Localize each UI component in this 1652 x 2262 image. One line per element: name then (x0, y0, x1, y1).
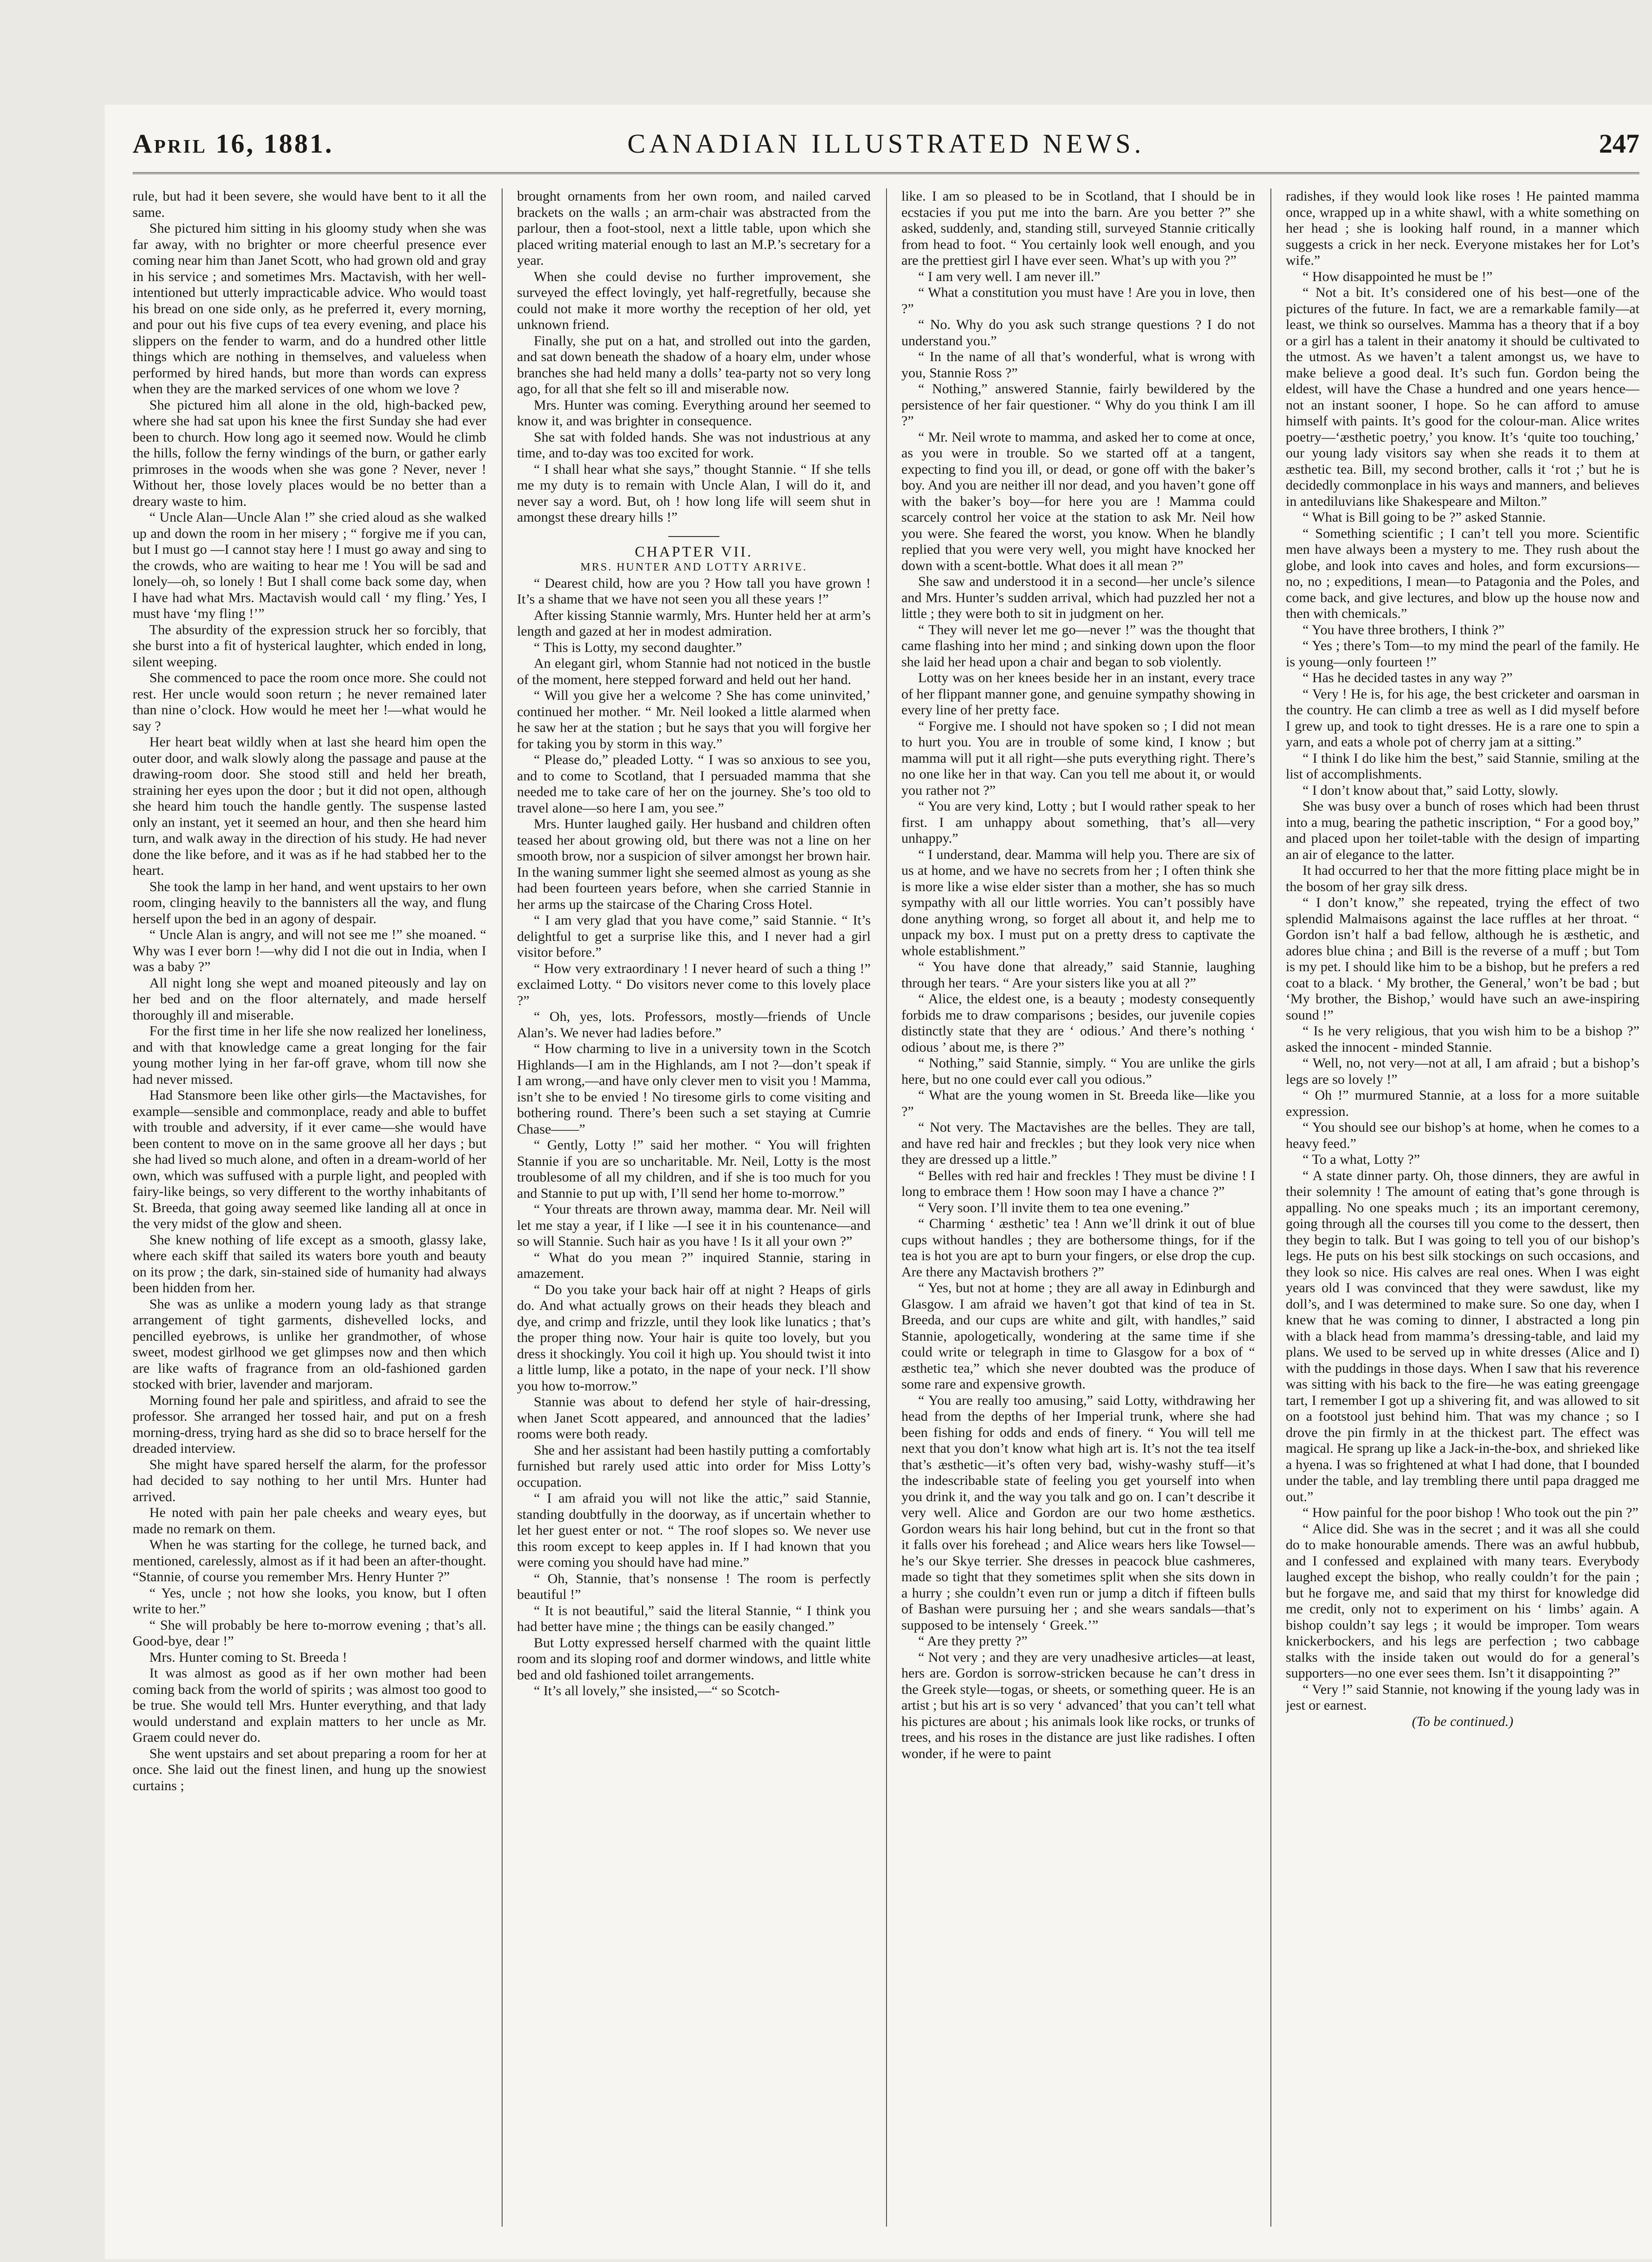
paragraph: She pictured him sitting in his gloomy study when she was far away, with no brighter or more cheerful presence ever coming near him than Janet Scott, who had grown old and gray in his service ; and sometimes Mrs. Mactavish, with her well-intentioned but utterly impracticable advice. Who would toast his bread on one side only, as he preferred it, every morning, and pour out his five cups of tea every evening, and place his slippers on the fender to warm, and do a hundred other little things which are nothing in themselves, and valueless when performed by hired hands, but more than words can express when they are the marked services of one whom we love ? (133, 221, 486, 396)
paragraph: rule, but had it been severe, she would have bent to it all the same. (133, 188, 486, 220)
column-divider (886, 188, 887, 2227)
paragraph: “ Oh, yes, lots. Professors, mostly—friends of Uncle Alan’s. We never had ladies before.” (517, 1009, 871, 1040)
paragraph: All night long she wept and moaned piteously and lay on her bed and on the floor alternately, and made herself thoroughly ill and miserable. (133, 975, 486, 1023)
paragraph: “ Not very. The Mactavishes are the belles. They are tall, and have red hair and freckles ; but they look very nice when they are dressed up a little.” (901, 1120, 1255, 1167)
paragraph: “ I am afraid you will not like the attic,” said Stannie, standing doubtfully in the doorway, as if uncertain whether to let her guest enter or not. “ The roof slopes so. We never use this room except to keep apples in. If I had known that you were coming you should have had mine.” (517, 1490, 871, 1570)
paragraph: “ A state dinner party. Oh, those dinners, they are awful in their solemnity ! The amount of eating that’s gone through is appalling. No one speaks much ; its an important ceremony, going through all the courses till you come to the dessert, then they begin to talk. But I was going to tell you of our bishop’s legs. He puts on his best silk stockings on such occasions, and they look so nice. His calves are real ones. When I was eight years old I was convinced that they were sawdust, like my doll’s, and I was determined to make sure. So one day, when I knew that he was coming to dinner, I abstracted a long pin with a black head from mamma’s dressing-table, and laid my plans. We used to be served up in white dresses (Alice and I) with the puddings in those days. When I saw that his reverence was sitting with his back to the fire—he was eating greengage tart, I remember I got up a shivering fit, and was allowed to sit on a footstool just behind him. That was my chance ; so I drove the pin firmly in at the thickest part. The effect was magical. He sprang up like a Jack-in-the-box, and shrieked like a hyena. I was so frightened at what I had done, that I bounded under the table, and lay trembling there until papa dragged me out.” (1286, 1168, 1639, 1504)
paragraph: “ Uncle Alan—Uncle Alan !” she cried aloud as she walked up and down the room in her misery ; “ forgive me if you can, but I must go —I cannot stay here ! I must go away and sing to the crowds, who are waiting to hear me ! You will be sad and lonely—oh, so lonely ! But I shall come back some day, when I have had what Mrs. Mactavish would call ‘ my fling.’ Yes, I must have ‘my fling !’” (133, 510, 486, 621)
column-2-top (517, 188, 871, 526)
paragraph: “ Oh !” murmured Stannie, at a loss for a more suitable expression. (1286, 1087, 1639, 1119)
paragraph: She was busy over a bunch of roses which had been thrust into a mug, bearing the pathetic inscription, “ For a good boy,” and placed upon her toilet-table with the design of imparting an air of elegance to the latter. (1286, 799, 1639, 862)
paragraph: “ She will probably be here to-morrow evening ; that’s all. Good-bye, dear !” (133, 1617, 486, 1649)
paragraph: Had Stansmore been like other girls—the Mactavishes, for example—sensible and commonplace, ready and able to buffet with trouble and adversity, if it ever came—she would have been content to move on in the same groove all her days ; but she had lived so much alone, and often in a dream-world of her own, which was suffused with a purple light, and peopled with fairy-like beings, so very different to the worthy inhabitants of St. Breeda, that going away seemed like landing all at once in the very midst of the glow and sheen. (133, 1087, 486, 1231)
paragraph: She went upstairs and set about preparing a room for her at once. She laid out the finest linen, and hung up the snowiest curtains ; (133, 1745, 486, 1793)
paragraph: The absurdity of the expression struck her so forcibly, that she burst into a fit of hysterical laughter, which ended in long, silent weeping. (133, 622, 486, 670)
paragraph: But Lotty expressed herself charmed with the quaint little room and its sloping roof and dormer windows, and little white bed and old fashioned toilet arrangements. (517, 1635, 871, 1683)
paragraph: She commenced to pace the room once more. She could not rest. Her uncle would soon return ; he never remained later than nine o’clock. How would he meet her !—what would he say ? (133, 670, 486, 734)
paragraph: She and her assistant had been hastily putting a comfortably furnished but rarely used attic into order for Miss Lotty’s occupation. (517, 1442, 871, 1490)
paragraph: When he was starting for the college, he turned back, and mentioned, carelessly, almost as if it had been an after-thought. “Stannie, of course you remember Mrs. Henry Hunter ?” (133, 1537, 486, 1584)
paragraph: She took the lamp in her hand, and went upstairs to her own room, clinging heavily to the bannisters all the way, and flung herself upon the bed in an agony of despair. (133, 879, 486, 926)
paragraph: “ I don’t know about that,” said Lotty, slowly. (1303, 782, 1558, 798)
column-3 (901, 188, 1255, 2227)
paragraph: “ You are really too amusing,” said Lotty, withdrawing her head from the depths of her Imperial trunk, where she had been fishing for odds and ends of finery. “ You will tell me next that you don’t know what high art is. It’s not the tea itself that’s æsthetic—it’s often very bad, wishy-washy stuff—it’s the indescribable state of feeling you get yourself into when you drink it, and the way you talk and go on. I can’t describe it very well. Alice and Gordon are our two home æsthetics. Gordon wears his hair long behind, but cut in the front so that it falls over his forehead ; and Alice wears hers like Towsel—he’s our Skye terrier. She dresses in peacock blue cashmeres, made so tight that they sometimes split when she sits down in a hurry ; she couldn’t even run or jump a ditch if fifteen bulls of Bashan were pursuing her ; and she wears sandals—that’s supposed to be intensely ‘ Greek.’” (901, 1392, 1255, 1633)
publication-title: CANADIAN ILLUSTRATED NEWS. (627, 128, 1145, 159)
paragraph: Mrs. Hunter coming to St. Breeda ! (149, 1649, 347, 1665)
paragraph: She knew nothing of life except as a smooth, glassy lake, where each skiff that sailed its waters bore youth and beauty on its prow ; the dark, sin-stained side of humanity had always been hidden from her. (133, 1232, 486, 1295)
paragraph: “ Uncle Alan is angry, and will not see me !” she moaned. “ Why was I ever born !—why did I not die out in India, when I was a baby ?” (133, 927, 486, 974)
paragraph: “ Mr. Neil wrote to mamma, and asked her to come at once, as you were in trouble. So we started off at a tangent, expecting to find you ill, or dead, or gone off with the baker’s boy. And you are neither ill nor dead, and you haven’t gone off with the baker’s boy—for here you are ! Mamma could scarcely control her voice at the station to ask Mr. Neil how you were. She feared the worst, you know. When he blandly replied that you were very well, you might have knocked her down with a scent-bottle. What does it all mean ?” (901, 429, 1255, 573)
paragraph: “ Yes ; there’s Tom—to my mind the pearl of the family. He is young—only fourteen !” (1286, 638, 1639, 670)
paragraph: “ I am very well. I am never ill.” (918, 268, 1101, 284)
column-4 (1286, 188, 1639, 2227)
column-1 (133, 188, 486, 2227)
paragraph: “ I am very glad that you have come,” said Stannie. “ It’s delightful to get a surprise like this, and I never had a girl visitor before.” (517, 913, 871, 960)
paragraph: “ Are they pretty ?” (918, 1633, 1027, 1649)
paragraph: “ How very extraordinary ! I never heard of such a thing !” exclaimed Lotty. “ Do visitors never come to this lovely place ?” (517, 960, 871, 1008)
paragraph: “ Charming ‘ æsthetic’ tea ! Ann we’ll drink it out of blue cups without handles ; they are bothersome things, for if the tea is hot you are apt to burn your fingers, or else drop the cup. Are there any Mactavish brothers ?” (901, 1216, 1255, 1280)
paragraph: “ Yes, but not at home ; they are all away in Edinburgh and Glasgow. I am afraid we haven’t got that kind of tea in St. Breeda, and our cups are white and gilt, with handles,” said Stannie, apologetically, wondering at the same time if she could write or telegraph in time to Glasgow for a box of “ æsthetic tea,” which she never doubted was the produce of some rare and expensive growth. (901, 1280, 1255, 1392)
paragraph: “ Will you give her a welcome ? She has come uninvited,’ continued her mother. “ Mr. Neil looked a little alarmed when he saw her at the station ; but he says that you will forgive her for taking you by storm in this way.” (517, 688, 871, 752)
page-number: 247 (1599, 128, 1639, 159)
paragraph: Mrs. Hunter was coming. Everything around her seemed to know it, and was brighter in consequence. (517, 397, 871, 429)
paragraph: “ Very ! He is, for his age, the best cricketer and oarsman in the country. He can climb a tree as well as I did myself before I grew up, and took to tight dresses. He is a rare one to spin a yarn, and eats a whole pot of cherry jam at a sitting.” (1286, 686, 1639, 750)
paragraph: “ I understand, dear. Mamma will help you. There are six of us at home, and we have no secrets from her ; I often think she is more like a wise elder sister than a mother, she has so much sympathy with all our little worries. You can’t possibly have done anything wrong, so forget all about it, and help me to unpack my box. I must put on a pretty dress to captivate the whole establishment.” (901, 846, 1255, 959)
paragraph: Finally, she put on a hat, and strolled out into the garden, and sat down beneath the shadow of a hoary elm, under whose branches she had held many a dolls’ tea-party not so very long ago, for all that she felt so ill and miserable now. (517, 333, 871, 396)
paragraph: “ You should see our bishop’s at home, when he comes to a heavy feed.” (1286, 1120, 1639, 1151)
paragraph: “ Your threats are thrown away, mamma dear. Mr. Neil will let me stay a year, if I like —I see it in his countenance—and so will Stannie. Such hair as you have ! Is it all your own ?” (517, 1201, 871, 1249)
paragraph: She might have spared herself the alarm, for the professor had decided to say nothing to her until Mrs. Hunter had arrived. (133, 1457, 486, 1504)
chapter-heading: CHAPTER VII. (635, 543, 753, 560)
paragraph: He noted with pain her pale cheeks and weary eyes, but made no remark on them. (133, 1505, 486, 1537)
column-2 (517, 188, 871, 2227)
paragraph: “ Well, no, not very—not at all, I am afraid ; but a bishop’s legs are so lovely !” (1286, 1055, 1639, 1087)
column-2-bottom (517, 576, 871, 1699)
paragraph: “ I don’t know,” she repeated, trying the effect of two splendid Malmaisons against the lace ruffles at her throat. “ Gordon isn’t half a bad fellow, although he is æsthetic, and adores blue china ; and Bill is the reverse of a muff ; but Tom is my pet. I should like him to be a bishop, but he prefers a red coat to a black. ‘ My brother, the General,’ won’t be bad ; but ‘My brother, the Bishop,’ would have such an awe-inspiring sound !” (1286, 895, 1639, 1023)
paragraph: “ What do you mean ?” inquired Stannie, staring in amazement. (517, 1249, 871, 1281)
paragraph: “ How disappointed he must be !” (1303, 268, 1493, 284)
paragraph: For the first time in her life she now realized her loneliness, and with that knowledge came a great longing for the fair young mother lying in her far-off grave, whom till now she had never missed. (133, 1023, 486, 1087)
paragraph: “ I think I do like him the best,” said Stannie, smiling at the list of accomplishments. (1286, 750, 1639, 782)
paragraph: It had occurred to her that the more fitting place might be in the bosom of her gray silk dress. (1286, 863, 1639, 894)
paragraph: “ Very !” said Stannie, not knowing if the young lady was in jest or earnest. (1286, 1681, 1639, 1713)
paragraph: “ You have three brothers, I think ?” (1303, 622, 1505, 638)
paragraph: “ Forgive me. I should not have spoken so ; I did not mean to hurt you. You are in trouble of some kind, I know ; but mamma will put it all right—she puts everything right. There’s no one like her in that way. Can you tell me about it, or would you rather not ?” (901, 718, 1255, 798)
paragraph: “ Belles with red hair and freckles ! They must be divine ! I long to embrace them ! How soon may I have a chance ?” (901, 1168, 1255, 1199)
paragraph: “ Nothing,” said Stannie, simply. “ You are unlike the girls here, but no one could ever call you odious.” (901, 1055, 1255, 1087)
chapter-rule (668, 536, 719, 537)
masthead-rule (133, 172, 1639, 174)
paragraph: “ Gently, Lotty !” said her mother. “ You will frighten Stannie if you are so uncharitable. Mr. Neil, Lotty is the most troublesome of all my children, and if she is too much for you and Stannie to put up with, I’ll send her home to-morrow.” (517, 1137, 871, 1201)
paragraph: She sat with folded hands. She was not industrious at any time, and to-day was too excited for work. (517, 429, 871, 461)
paragraph: “ Something scientific ; I can’t tell you more. Scientific men have always been a mystery to me. They rush about the globe, and look into caves and holes, and form excursions—no, no ; expeditions, I mean—to Patagonia and the Poles, and come back, and give lectures, and blow up the house now and then with chemicals.” (1286, 525, 1639, 621)
paragraph: “ Not a bit. It’s considered one of his best—one of the pictures of the future. In fact, we are a remarkable family—at least, we think so ourselves. Mamma has a theory that if a boy or a girl has a talent in their anatomy it should be cultivated to the utmost. As we haven’t a talent amongst us, we have to make believe a good deal. It’s such fun. Gordon being the eldest, will have the Chase a hundred and one years hence—not an instant sooner, I hope. So he can afford to amuse himself with paints. It’s good for the colour-man. Alice writes poetry—‘æsthetic poetry,’ you know. It’s ‘quite too touching,’ our young lady visitors say when she reads it to them at æsthetic tea. Bill, my second brother, calls it ‘rot ;’ but he is decidedly commonplace in his ways and manners, and believes in antediluvians like Shakespeare and Milton.” (1286, 285, 1639, 509)
continued-note: (To be continued.) (1411, 1713, 1514, 1729)
paragraph: “ This is Lotty, my second daughter.” (534, 639, 742, 655)
paragraph: Her heart beat wildly when at last she heard him open the outer door, and walk slowly along the passage and pause at the drawing-room door. She stood still and held her breath, straining her eyes upon the door ; but it did not open, although she heard him touch the handle gently. The suspense lasted only an instant, yet it seemed an hour, and then she heard him turn, and walk away in the direction of his study. He had never done the like before, and it was as if he had stabbed her to the heart. (133, 734, 486, 878)
paragraph: Lotty was on her knees beside her in an instant, every trace of her flippant manner gone, and genuine sympathy showing in every line of her pretty face. (901, 670, 1255, 718)
paragraph: “ You are very kind, Lotty ; but I would rather speak to her first. I am unhappy about something, that’s all—very unhappy.” (901, 799, 1255, 846)
paragraph: “ What are the young women in St. Breeda like—like you ?” (901, 1087, 1255, 1119)
paragraph: “ It is not beautiful,” said the literal Stannie, “ I think you had better have mine ; the things can be easily changed.” (517, 1603, 871, 1634)
paragraph: “ No. Why do you ask such strange questions ? I do not understand you.” (901, 317, 1255, 349)
paragraph: “ What is Bill going to be ?” asked Stannie. (1303, 510, 1546, 525)
paragraph: “ Very soon. I’ll invite them to tea one evening.” (918, 1200, 1190, 1215)
paragraph: “ Nothing,” answered Stannie, fairly bewildered by the persistence of her fair questioner. “ Why do you think I am ill ?” (901, 381, 1255, 429)
paragraph: She pictured him all alone in the old, high-backed pew, where she had sat upon his knee the first Sunday she had ever been to church. How long ago it seemed now. Would he climb the hills, follow the ferny windings of the burn, or gather early primroses in the woods when she was gone ? Never, never ! Without her, those lovely places would be no better than a dreary waste to him. (133, 397, 486, 509)
paragraph: “ I shall hear what she says,” thought Stannie. “ If she tells me my duty is to remain with Uncle Alan, I will do it, and never say a word. But, oh ! how long life will seem shut in amongst these dreary hills !” (517, 461, 871, 525)
paragraph: like. I am so pleased to be in Scotland, that I should be in ecstacies if you put me into the barn. Are you better ?” she asked, suddenly, and, standing still, surveyed Stannie critically from head to foot. “ You certainly look well enough, and you are the prettiest girl I have ever seen. What’s up with you ?” (901, 188, 1255, 268)
paragraph: “ How charming to live in a university town in the Scotch Highlands—I am in the Highlands, am I not ?—don’t speak if I am wrong,—and have only clever men to visit you ! Mamma, isn’t she to be envied ! No tiresome girls to come visiting and bothering round. There’s been such a set staying at Cumrie Chase——” (517, 1041, 871, 1137)
paragraph: An elegant girl, whom Stannie had not noticed in the bustle of the moment, here stepped forward and held out her hand. (517, 656, 871, 687)
paragraph: It was almost as good as if her own mother had been coming back from the world of spirits ; was almost too good to be true. She would tell Mrs. Hunter everything, and that lady would understand and explain matters to her uncle as Mr. Graem could never do. (133, 1665, 486, 1745)
paragraph: “ Yes, uncle ; not how she looks, you know, but I often write to her.” (133, 1585, 486, 1617)
paragraph: “ How painful for the poor bishop ! Who took out the pin ?” (1303, 1505, 1639, 1520)
paragraph: “ What a constitution you must have ! Are you in love, then ?” (901, 285, 1255, 316)
issue-date: April 16, 1881. (133, 128, 334, 159)
paragraph: “ Please do,” pleaded Lotty. “ I was so anxious to see you, and to come to Scotland, that I persuaded mamma that she needed me to take care of her on the journey. She’s too old to travel alone—so here I am, you see.” (517, 752, 871, 816)
paragraph: “ Alice did. She was in the secret ; and it was all she could do to make honourable amends. There was an awful hubbub, and I confessed and explained with many tears. Everybody laughed except the bishop, who really couldn’t for the pain ; but he forgave me, and said that my thirst for knowledge did me credit, only not to experiment on his ‘ limbs’ again. A bishop couldn’t say legs ; it would be improper. Tom wears knickerbockers, and his legs are perfection ; two cabbage stalks with the inside taken out would do for a general’s supporters—no one ever sees them. Isn’t it disappointing ?” (1286, 1521, 1639, 1681)
paragraph: “ You have done that already,” said Stannie, laughing through her tears. “ Are your sisters like you at all ?” (901, 959, 1255, 991)
newspaper-page (105, 105, 1652, 2259)
paragraph: Morning found her pale and spiritless, and afraid to see the professor. She arranged her tossed hair, and put on a fresh morning-dress, trying hard as she did so to brace herself for the dreaded interview. (133, 1392, 486, 1456)
paragraph: “ In the name of all that’s wonderful, what is wrong with you, Stannie Ross ?” (901, 349, 1255, 381)
paragraph: “ They will never let me go—never !” was the thought that came flashing into her mind ; and sinking down upon the floor she laid her head upon a chair and began to sob violently. (901, 622, 1255, 670)
column-divider (502, 188, 503, 2227)
paragraph: “ Is he very religious, that you wish him to be a bishop ?” asked the innocent - minded Stannie. (1286, 1023, 1639, 1055)
chapter-subheading: MRS. HUNTER AND LOTTY ARRIVE. (580, 561, 807, 573)
article-columns (133, 188, 1639, 2227)
paragraph: When she could devise no further improvement, she surveyed the effect lovingly, yet half-regretfully, because she could not make it more worthy the reception of her old, yet unknown friend. (517, 268, 871, 332)
paragraph: “ It’s all lovely,” she insisted,—“ so Scotch- (534, 1683, 780, 1698)
column-divider (1270, 188, 1271, 2227)
column-4-body (1286, 188, 1639, 1714)
paragraph: After kissing Stannie warmly, Mrs. Hunter held her at arm’s length and gazed at her in modest admiration. (517, 607, 871, 639)
paragraph: Stannie was about to defend her style of hair-dressing, when Janet Scott appeared, and announced that the ladies’ rooms were both ready. (517, 1394, 871, 1442)
paragraph: “ Dearest child, how are you ? How tall you have grown ! It’s a shame that we have not seen you all these years !” (517, 575, 871, 607)
paragraph: radishes, if they would look like roses ! He painted mamma once, wrapped up in a white shawl, with a white something on her head ; she is looking half round, in a manner which suggests a crick in her neck. Everyone mistakes her for Lot’s wife.” (1286, 188, 1639, 268)
paragraph: She was as unlike a modern young lady as that strange arrangement of tight garments, dishevelled locks, and pencilled eyebrows, is unlike her grandmother, of whose sweet, modest girlhood we get glimpses now and then which are like wafts of fragrance from an old-fashioned garden stocked with brier, lavender and marjoram. (133, 1296, 486, 1392)
paragraph: “ Oh, Stannie, that’s nonsense ! The room is perfectly beautiful !” (517, 1571, 871, 1602)
paragraph: “ Do you take your back hair off at night ? Heaps of girls do. And what actually grows on their heads they bleach and dye, and crimp and frizzle, until they look like lunatics ; that’s the proper thing now. Your hair is quite too lovely, but you dress it shockingly. You coil it high up. You should twist it into a little lump, like a potato, in the nape of your neck. I’ll show you how to-morrow.” (517, 1282, 871, 1394)
paragraph: “ Alice, the eldest one, is a beauty ; modesty consequently forbids me to draw comparisons ; besides, our juvenile copies distinctly state that they are ‘ odious.’ And there’s nothing ‘ odious ’ about me, is there ?” (901, 991, 1255, 1055)
paragraph: Mrs. Hunter laughed gaily. Her husband and children often teased her about growing old, but there was not a line on her smooth brow, nor a suspicion of silver amongst her brown hair. In the waning summer light she seemed almost as young as she had been fourteen years before, when she carried Stannie in her arms up the staircase of the Charing Cross Hotel. (517, 816, 871, 912)
paragraph: brought ornaments from her own room, and nailed carved brackets on the walls ; an arm-chair was abstracted from the parlour, then a foot-stool, next a little table, upon which she placed writing material enough to last an M.P.’s secretary for a year. (517, 188, 871, 268)
paragraph: “ Has he decided tastes in any way ?” (1303, 670, 1513, 685)
paragraph: “ To a what, Lotty ?” (1303, 1152, 1420, 1167)
paragraph: She saw and understood it in a second—her uncle’s silence and Mrs. Hunter’s sudden arrival, which had puzzled her not a little ; they were both to sit in judgment on her. (901, 574, 1255, 621)
masthead (133, 123, 1639, 179)
paragraph: “ Not very ; and they are very unadhesive articles—at least, hers are. Gordon is sorrow-stricken because he can’t dress in the Greek style—togas, or sheets, or something queer. He is an artist ; but his art is so very ‘ advanced’ that you can’t tell what his pictures are about ; his animals look like rocks, or trunks of trees, and his roses in the distance are just like radishes. I often wonder, if he were to paint (901, 1649, 1255, 1761)
